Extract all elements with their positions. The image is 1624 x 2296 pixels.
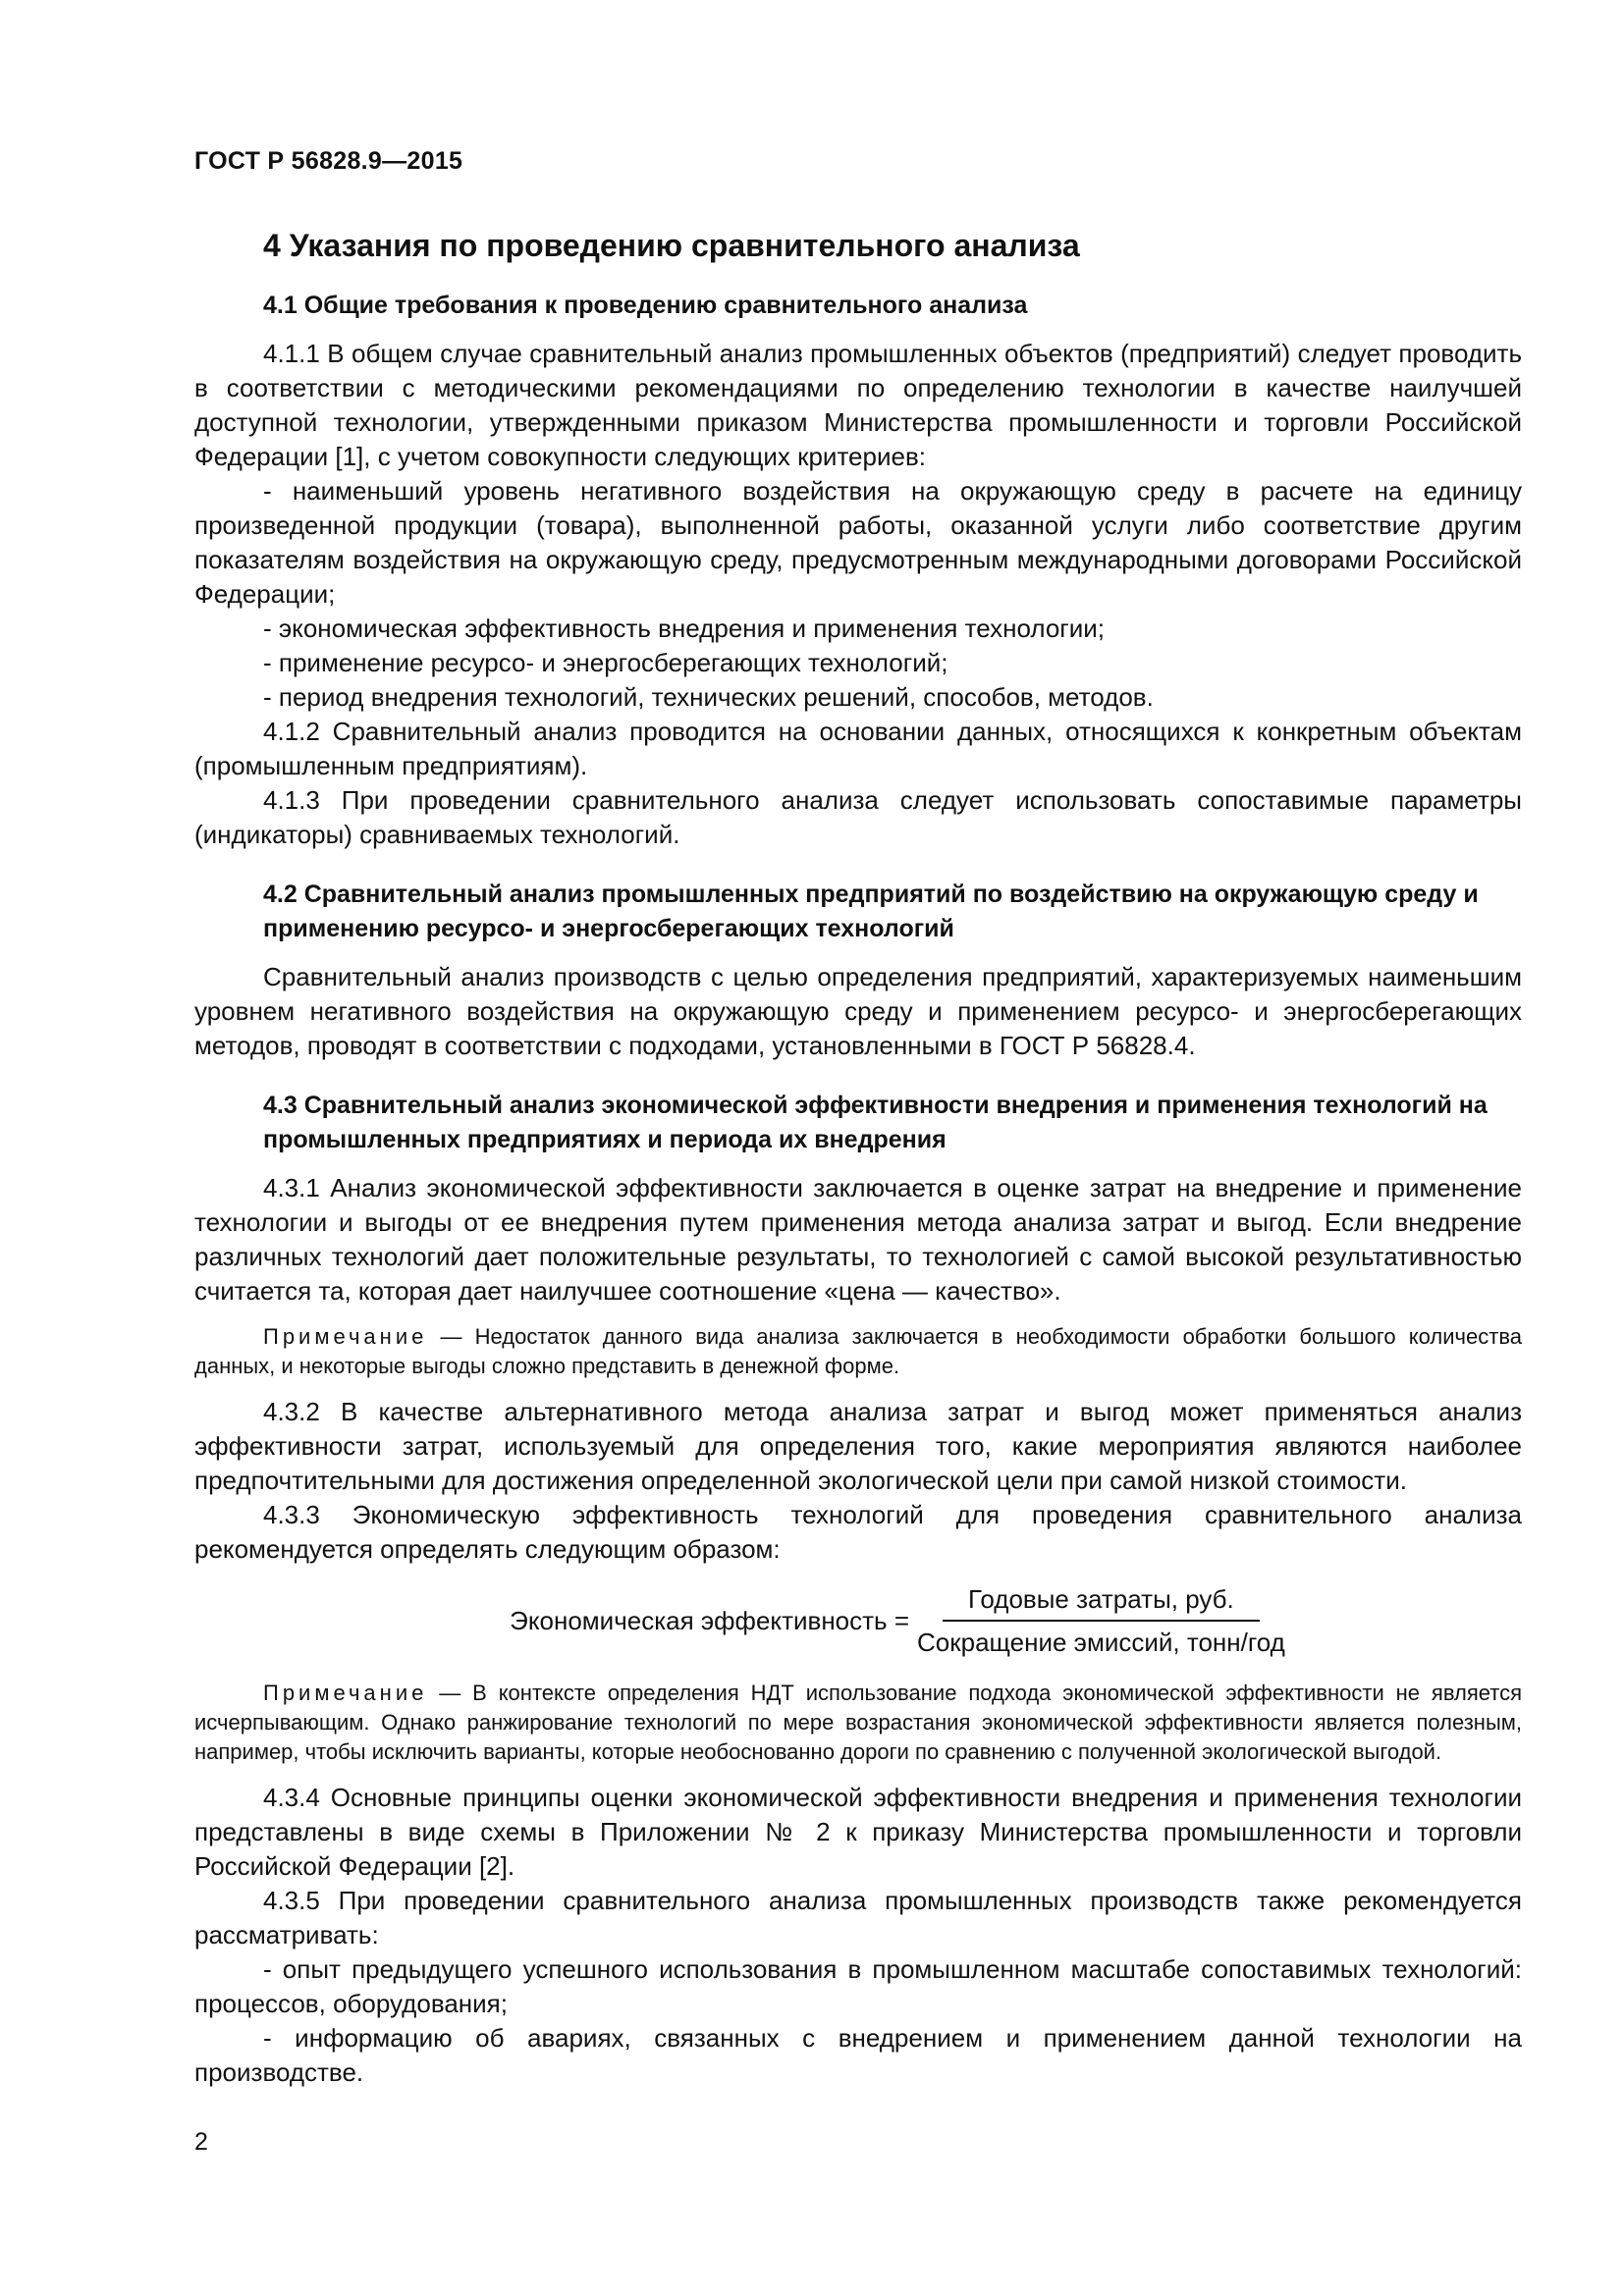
note-text: — В контексте определения НДТ использование подхода экономической эффективности не является исчерпывающим. Однако ранжирование технологий по мере возрастания экономической эффективности является полезным, например, чтобы исключить варианты, которые необоснованно дороги по сравнению с полученной экологической выгодой.	[194, 1681, 1522, 1764]
subsection-4-1-title: 4.1 Общие требования к проведению сравнительного анализа	[263, 292, 1028, 319]
paragraph-4-3-2: 4.3.2 В качестве альтернативного метода анализа затрат и выгод может применяться анализ эффективности затрат, используемый для определения того, какие мероприятия являются наиболее предпочтительными для достижения определенной экологической цели при самой низкой стоимости.	[194, 1397, 1522, 1495]
note-2	[194, 1679, 1522, 1767]
list-item-criterion-2: - экономическая эффективность внедрения и применения технологии;	[263, 614, 1106, 643]
paragraph-4-2: Сравнительный анализ производств с целью определения предприятий, характеризуемых наименьшим уровнем негативного воздействия на окружающую среду и применением ресурсо- и энергосберегающих методов, проводят в соответствии с подходами, установленными в ГОСТ Р 56828.4.	[194, 962, 1522, 1060]
list-item-consider-1: - опыт предыдущего успешного использования в промышленном масштабе сопоставимых технологий: процессов, оборудования;	[194, 1954, 1522, 2018]
page-number: 2	[194, 2128, 208, 2156]
subsection-4-3-title: 4.3 Сравнительный анализ экономической эффективности внедрения и применения технологий на промышленных предприятиях и периода их внедрения	[263, 1092, 1488, 1153]
section-4-title: 4 Указания по проведению сравнительного анализа	[263, 228, 1080, 263]
economic-efficiency-formula	[194, 1584, 1522, 1657]
note-label: Примечание	[263, 1681, 428, 1705]
paragraph-4-1-3: 4.1.3 При проведении сравнительного анализа следует использовать сопоставимые параметры (индикаторы) сравниваемых технологий.	[194, 785, 1522, 849]
note-1	[194, 1322, 1522, 1381]
list-item-consider-2: - информацию об авариях, связанных с внедрением и применением данной технологии на производстве.	[194, 2023, 1522, 2087]
note-text: — Недостаток данного вида анализа заключается в необходимости обработки большого количества данных, и некоторые выгоды сложно представить в денежной форме.	[194, 1324, 1522, 1378]
list-item-criterion-1: - наименьший уровень негативного воздействия на окружающую среду в расчете на единицу произведенной продукции (товара), выполненной работы, оказанной услуги либо соответствие другим показателям воздействия на окружающую среду, предусмотренным международными договорами Российской Федерации;	[194, 476, 1522, 609]
note-label: Примечание	[263, 1324, 428, 1349]
paragraph-4-3-4: 4.3.4 Основные принципы оценки экономической эффективности внедрения и применения технологии представлены в виде схемы в Приложении № 2 к приказу Министерства промышленности и торговли Российской Федерации [2].	[194, 1783, 1522, 1881]
paragraph-4-3-3: 4.3.3 Экономическую эффективность технологий для проведения сравнительного анализа рекомендуется определять следующим образом:	[194, 1500, 1522, 1564]
list-item-criterion-4: - период внедрения технологий, технических решений, способов, методов.	[263, 682, 1154, 712]
paragraph-4-3-5: 4.3.5 При проведении сравнительного анализа промышленных производств также рекомендуется рассматривать:	[194, 1886, 1522, 1949]
formula-fraction	[917, 1584, 1285, 1657]
formula-lhs: Экономическая эффективность =	[510, 1605, 910, 1635]
formula-denominator: Сокращение эмиссий, тонн/год	[917, 1628, 1285, 1657]
paragraph-4-1-1: 4.1.1 В общем случае сравнительный анализ промышленных объектов (предприятий) следует проводить в соответствии с методическими рекомендациями по определению технологии в качестве наилучшей доступной технологии, утвержденными приказом Министерства промышленности и торговли Российской Федерации [1], с учетом совокупности следующих критериев:	[194, 339, 1522, 471]
document-body	[194, 226, 1522, 2090]
document-code: ГОСТ Р 56828.9—2015	[194, 147, 463, 175]
formula-numerator: Годовые затраты, руб.	[943, 1584, 1260, 1622]
paragraph-4-3-1: 4.3.1 Анализ экономической эффективности заключается в оценке затрат на внедрение и применение технологии и выгоды от ее внедрения путем применения метода анализа затрат и выгод. Если внедрение различных технологий дает положительные результаты, то технологией с самой высокой результативностью считается та, которая дает наилучшее соотношение «цена — качество».	[194, 1173, 1522, 1306]
subsection-4-2-title: 4.2 Сравнительный анализ промышленных предприятий по воздействию на окружающую среду и применению ресурсо- и энергосберегающих технологий	[263, 881, 1479, 942]
list-item-criterion-3: - применение ресурсо- и энергосберегающих технологий;	[263, 648, 948, 677]
paragraph-4-1-2: 4.1.2 Сравнительный анализ проводится на основании данных, относящихся к конкретным объектам (промышленным предприятиям).	[194, 717, 1522, 780]
